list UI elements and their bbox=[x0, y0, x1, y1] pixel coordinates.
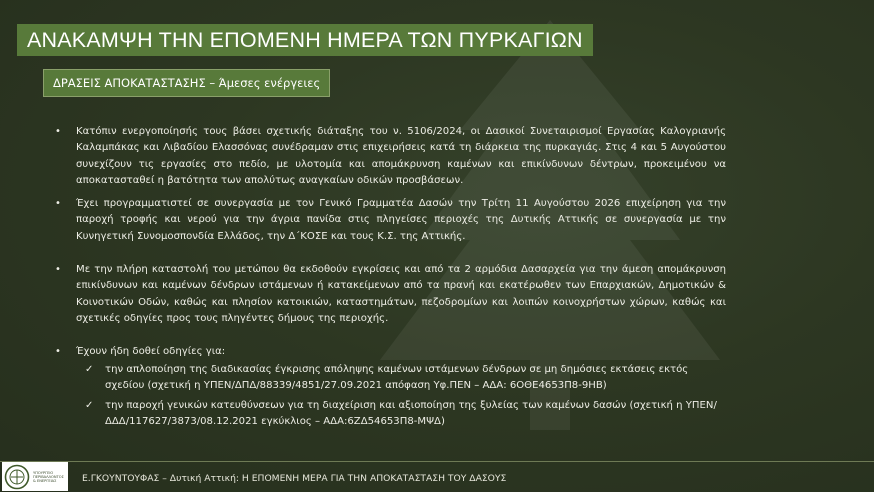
footer-caption: Ε.ΓΚΟΥΝΤΟΥΦΑΣ – Δυτική Αττική: Η ΕΠΟΜΕΝΗ ΜΕΡΑ ΓΙΑ ΤΗΝ ΑΠΟΚΑΤΑΣΤΑΣΗ ΤΟΥ ΔΑΣΟΥΣ bbox=[82, 473, 507, 484]
subtitle-banner bbox=[43, 69, 330, 97]
title-banner bbox=[17, 24, 593, 56]
sub-list bbox=[85, 362, 726, 434]
page-title: ΑΝΑΚΑΜΨΗ ΤΗΝ ΕΠΟΜΕΝΗ ΗΜΕΡΑ ΤΩΝ ΠΥΡΚΑΓΙΩΝ bbox=[27, 27, 583, 52]
checkmark-icon: ✓ bbox=[85, 400, 94, 411]
list-item-text: Έχουν ήδη δοθεί οδηγίες για: bbox=[76, 346, 226, 357]
list-item bbox=[52, 262, 726, 328]
sub-list-item-text: την απλοποίηση της διαδικασίας έγκρισης απόληψης καμένων ιστάμενων δένδρων σε μη δημόσιες εκτάσεις εκτός σχεδίου (σχετική η ΥΠΕΝ/ΔΠΔ/88339/4851/27.09.2021 απόφαση Υφ.ΠΕΝ – ΑΔΑ: 6ΟΘΕ4653Π8-9ΗΒ) bbox=[105, 364, 689, 391]
list-item bbox=[52, 196, 726, 245]
checkmark-icon: ✓ bbox=[85, 364, 94, 375]
logo-text: ΥΠΟΥΡΓΕΙΟ ΠΕΡΙΒΑΛΛΟΝΤΟΣ & ΕΝΕΡΓΕΙΑΣ bbox=[33, 470, 64, 483]
list-item-text: Κατόπιν ενεργοποίησής τους βάσει σχετικής διάταξης του ν. 5106/2024, οι Δασικοί Συνεταιρισμοί Εργασίας Καλογριανής Καλαμπάκας και Λιβαδίου Ελασσόνας συνέδραμαν στις επιχειρήσεις κατά τη διάρκεια της πυρκαγιάς. Στις 4 και 5 Αυγούστου συνεχίζουν τις εργασίες στο πεδίο, με υλοτομία και απομάκρυνση καμένων και επικίνδυνων δέντρων, προκειμένου να αποκατασταθεί η βατότητα των απολύτως αναγκαίων οδικών προσβάσεων. bbox=[76, 126, 726, 187]
ministry-emblem-icon bbox=[4, 464, 30, 490]
list-item bbox=[52, 124, 726, 190]
bullet-icon: • bbox=[55, 264, 61, 275]
bullet-icon: • bbox=[55, 198, 61, 209]
list-item-text: Έχει προγραμματιστεί σε συνεργασία με τον Γενικό Γραμματέα Δασών την Τρίτη 11 Αυγούστου 2026 επιχείρηση για την παροχή τροφής και νερού για την άγρια πανίδα στις πληγείσες περιοχές της Δυτικής Αττικής σε συνεργασία με την Κυνηγετική Συνομοσπονδία Ελλάδος, την Δ΄ΚΟΣΕ και τους Κ.Σ. της Αττικής. bbox=[76, 198, 726, 242]
sub-list-item bbox=[85, 362, 726, 394]
bullet-icon: • bbox=[55, 346, 61, 357]
sub-list-item bbox=[85, 398, 726, 430]
list-item bbox=[52, 344, 726, 360]
ministry-logo bbox=[2, 462, 68, 491]
list-item-text: Με την πλήρη καταστολή του μετώπου θα εκδοθούν εγκρίσεις και από τα 2 αρμόδια Δασαρχεία για την άμεση απομάκρυνση επικίνδυνων και καμένων δένδρων ιστάμενων ή κατακείμενων από τα πρανή και εκατέρωθεν των Επαρχιακών, Δημοτικών & Κοινοτικών Οδών, καθώς και πλησίον κατοικιών, καταστημάτων, πεζοδρομίων και λοιπών κοινοχρήστων χώρων, καθώς και σχετικές οδηγίες προς τους πληγέντες δήμους της περιοχής. bbox=[76, 264, 726, 325]
sub-list-item-text: την παροχή γενικών κατευθύνσεων για τη διαχείριση και αξιοποίηση της ξυλείας των καμένων δασών (σχετική η ΥΠΕΝ/ΔΔΔ/117627/3873/08.12.2021 εγκύκλιος – ΑΔΑ:6ΖΔ54653Π8-ΜΨΔ) bbox=[105, 400, 717, 427]
section-subtitle: ΔΡΑΣΕΙΣ ΑΠΟΚΑΤΑΣΤΑΣΗΣ – Άμεσες ενέργειες bbox=[53, 76, 321, 90]
footer-divider bbox=[0, 461, 874, 462]
bullet-icon: • bbox=[55, 126, 61, 137]
